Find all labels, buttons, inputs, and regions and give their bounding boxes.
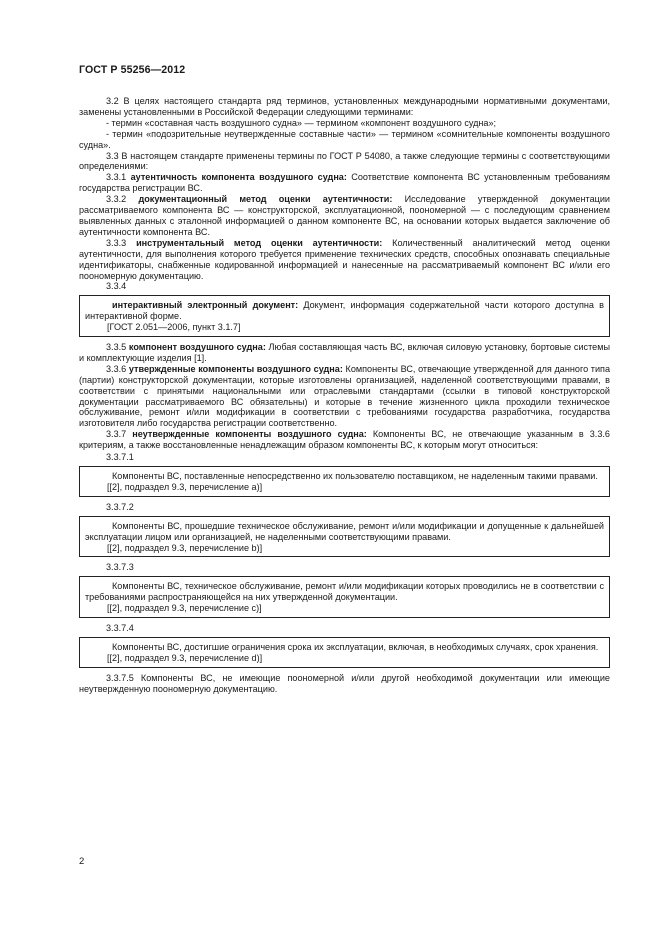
term-3-3-7-2: Компоненты ВС, прошедшие техническое обслуживание, ремонт и/или модификации и допущенные к дальнейшей эксплуатации лицом или организацией, не наделенными соответствующими правами. bbox=[85, 520, 604, 542]
term-name: компонент воздушного судна: bbox=[128, 342, 266, 353]
standard-header: ГОСТ Р 55256—2012 bbox=[79, 64, 186, 76]
term-definition: Количественный аналитический метод оценки аутентичности, для выполнения которого требуется применение технических средств, способных опознавать специальные идентификаторы, снабженные кодированной информацией и нанесенные на рассматриваемый компонент ВС и/или его поономерную документацию. bbox=[79, 237, 610, 281]
quoted-term-box bbox=[79, 516, 610, 558]
page-body bbox=[79, 96, 610, 695]
term-number: 3.3.7.3 bbox=[106, 562, 134, 573]
term-number: 3.3.7.1 bbox=[106, 452, 134, 463]
source-reference: [[2], подраздел 9.3, перечисление с)] bbox=[107, 603, 262, 614]
term-number: 3.3.5 bbox=[106, 342, 129, 353]
term-name: инструментальный метод оценки аутентичности: bbox=[136, 237, 383, 248]
term-name: документационный метод оценки аутентичности: bbox=[138, 194, 393, 205]
term-number: 3.3.4 bbox=[106, 281, 127, 292]
term-number: 3.3.7.4 bbox=[106, 623, 134, 634]
term-3-3-1 bbox=[79, 172, 610, 194]
term-3-3-5 bbox=[79, 342, 610, 364]
term-3-3-2 bbox=[79, 194, 610, 238]
term-definition: Компоненты ВС, отвечающие утвержденной для данного типа (партии) конструкторской документации, которые изготовлены организацией, наделенной соответствующими правами, в соответствии с принятыми национальными или отраслевыми стандартами (ссылки в типовой конструкторской документации рассматриваемого ВС обязательны) и которые в течение жизненного цикла проходили техническое обслуживание, ремонт и/или модификации в соответствии с требованиями государства разработчика, государства изготовителя либо государства регистрации соответственно. bbox=[79, 363, 611, 429]
term-number: 3.3.7 bbox=[106, 429, 133, 440]
list-item: - термин «подозрительные неутвержденные составные части» — термином «сомнительные компоненты воздушного судна». bbox=[79, 128, 610, 150]
clause-3-3: 3.3 В настоящем стандарте применены термины по ГОСТ Р 54080, а также следующие термины с соответствующими определениями: bbox=[79, 150, 610, 172]
term-3-3-7-1: Компоненты ВС, поставленные непосредственно их пользователю поставщиком, не наделенным такими правами. bbox=[112, 471, 598, 481]
quoted-term-box bbox=[79, 466, 610, 497]
term-3-3-4 bbox=[85, 300, 604, 322]
term-3-3-7-5: 3.3.7.5 Компоненты ВС, не имеющие поономерной и/или другой необходимой документации или имеющие неутвержденную поономерную документацию. bbox=[79, 672, 610, 694]
term-3-3-7-3: Компоненты ВС, техническое обслуживание, ремонт и/или модификации которых проводились не в соответствии с требованиями распространяющейся на них утвержденной документации. bbox=[85, 581, 604, 603]
term-3-3-6 bbox=[79, 364, 610, 429]
term-3-3-3 bbox=[79, 238, 610, 282]
term-definition: Документ, информация содержательной части которого доступна в интерактивной форме. bbox=[85, 300, 604, 322]
term-number: 3.3.7.2 bbox=[106, 501, 134, 512]
clause-3-2: 3.2 В целях настоящего стандарта ряд терминов, установленных международными нормативными документами, заменены установленными в Российской Федерации следующими терминами: bbox=[79, 96, 610, 117]
quoted-term-box bbox=[79, 576, 610, 618]
quoted-term-box bbox=[79, 295, 610, 337]
term-number: 3.3.1 bbox=[106, 172, 131, 183]
term-number: 3.3.6 bbox=[106, 363, 129, 374]
term-definition: Любая составляющая часть ВС, включая силовую установку, бортовые системы и комплектующие изделия [1]. bbox=[79, 342, 610, 363]
term-definition: Исследование утвержденной документации рассматриваемого компонента ВС — конструкторской, эксплуатационной, поономерной — с последующим сравнением выявленных данных с эталонной информацией о данном компоненте ВС, на основании которых выдается заключение об аутентичности компонента ВС. bbox=[79, 194, 610, 237]
term-definition: Соответствие компонента ВС установленным требованиям государства регистрации ВС. bbox=[79, 172, 611, 194]
term-number: 3.3.3 bbox=[106, 237, 137, 248]
term-name: интерактивный электронный документ: bbox=[112, 300, 299, 311]
term-definition: Компоненты ВС, не отвечающие указанным в 3.3.6 критериям, а также восстановленные ненадлежащим образом компоненты ВС, к которым могут относиться: bbox=[79, 429, 610, 451]
source-reference: [ГОСТ 2.051—2006, пункт 3.1.7] bbox=[107, 322, 241, 333]
term-name: утвержденные компоненты воздушного судна: bbox=[128, 363, 343, 374]
term-name: аутентичность компонента воздушного судна: bbox=[130, 172, 347, 183]
list-item: - термин «составная часть воздушного судна» — термином «компонент воздушного судна»; bbox=[106, 117, 497, 128]
quoted-term-box bbox=[79, 637, 610, 668]
source-reference: [[2], подраздел 9.3, перечисление d)] bbox=[107, 652, 263, 663]
term-3-3-7-4: Компоненты ВС, достигшие ограничения срока их эксплуатации, включая, в необходимых случаях, срок хранения. bbox=[112, 641, 599, 652]
source-reference: [[2], подраздел 9.3, перечисление b)] bbox=[107, 542, 263, 553]
term-name: неутвержденные компоненты воздушного судна: bbox=[132, 429, 367, 440]
source-reference: [[2], подраздел 9.3, перечисление а)] bbox=[107, 481, 263, 492]
page-number: 2 bbox=[79, 856, 85, 867]
term-3-3-7 bbox=[79, 429, 610, 451]
term-number: 3.3.2 bbox=[106, 194, 139, 205]
